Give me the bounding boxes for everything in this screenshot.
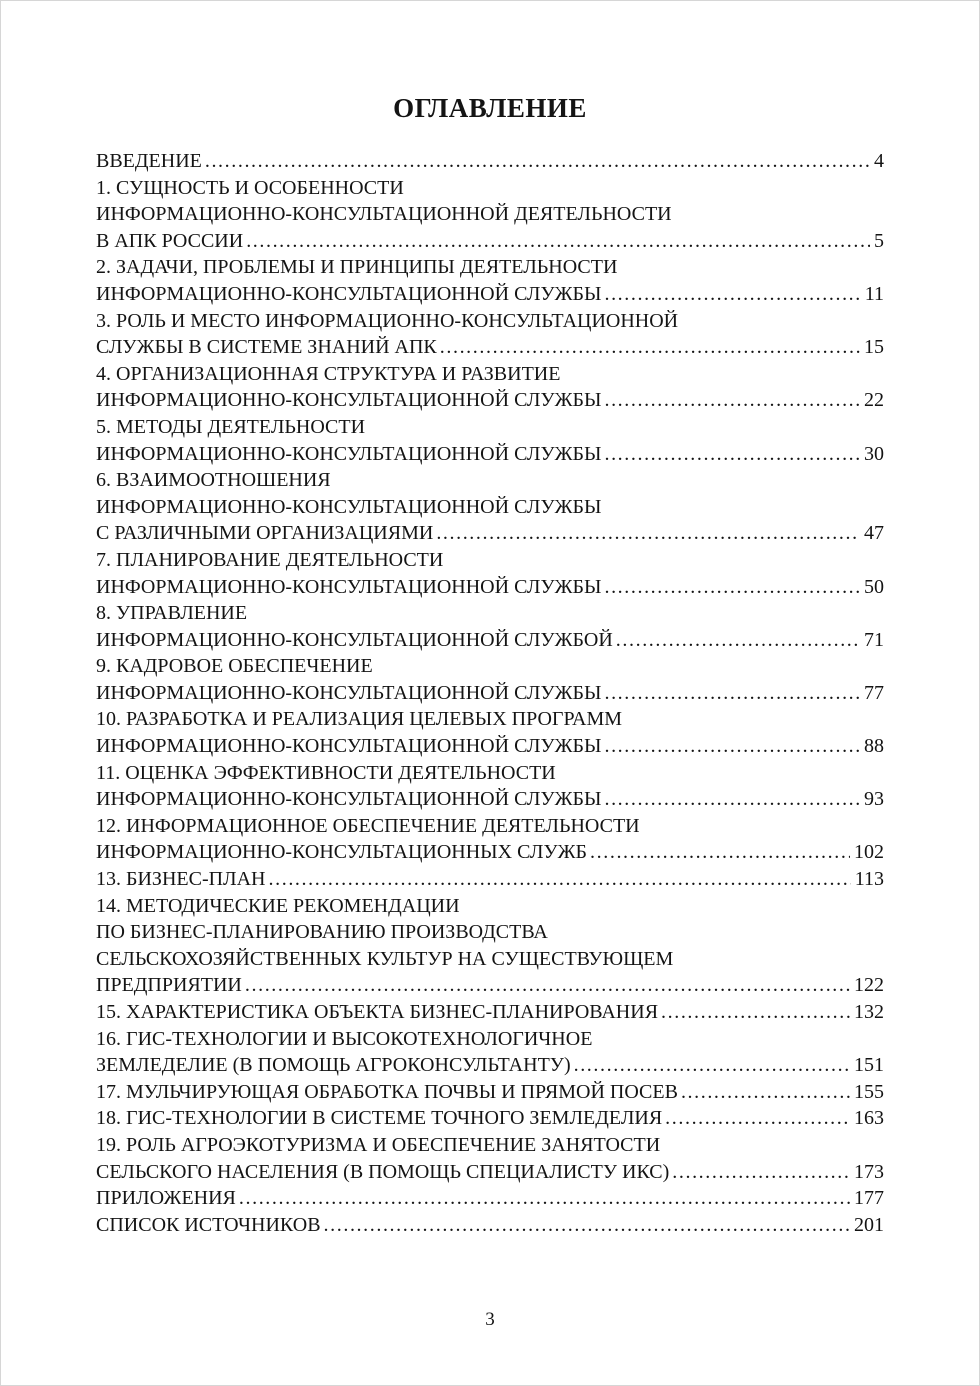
toc-entry-page: 5	[874, 229, 884, 252]
toc-entry-page: 93	[864, 788, 884, 811]
toc-entry-page: 163	[854, 1107, 884, 1130]
toc-entry	[96, 653, 884, 706]
toc-entry-text: ИНФОРМАЦИОННО-КОНСУЛЬТАЦИОННОЙ СЛУЖБЫ	[96, 389, 602, 412]
toc-entry-page: 201	[854, 1213, 884, 1236]
toc-entry-line	[96, 893, 884, 920]
toc-entry-line	[96, 839, 884, 866]
toc-entry-line	[96, 308, 884, 335]
dot-leader	[205, 148, 870, 175]
toc-entry-text: ИНФОРМАЦИОННО-КОНСУЛЬТАЦИОННОЙ СЛУЖБЫ	[96, 442, 602, 465]
toc-entry-page: 122	[854, 974, 884, 997]
toc-entry-text: 9. КАДРОВОЕ ОБЕСПЕЧЕНИЕ	[96, 655, 373, 678]
dot-leader	[239, 1185, 850, 1212]
toc-entry-line	[96, 228, 884, 255]
dot-leader	[604, 733, 860, 760]
toc-entry-line	[96, 627, 884, 654]
dot-leader	[436, 520, 860, 547]
toc-entry-line	[96, 680, 884, 707]
toc-entry-line	[96, 733, 884, 760]
dot-leader	[604, 786, 860, 813]
dot-leader	[616, 627, 860, 654]
toc-entry-line	[96, 547, 884, 574]
dot-leader	[269, 866, 851, 893]
toc-entry-text: 2. ЗАДАЧИ, ПРОБЛЕМЫ И ПРИНЦИПЫ ДЕЯТЕЛЬНОСТИ	[96, 256, 618, 279]
toc-entry-text: 11. ОЦЕНКА ЭФФЕКТИВНОСТИ ДЕЯТЕЛЬНОСТИ	[96, 761, 556, 784]
toc-entry	[96, 467, 884, 547]
dot-leader	[661, 999, 850, 1026]
toc-entry-text: ВВЕДЕНИЕ	[96, 150, 202, 172]
toc-entry-page: 177	[854, 1187, 884, 1210]
toc-entry-line	[96, 574, 884, 601]
dot-leader	[324, 1212, 850, 1239]
dot-leader	[672, 1159, 850, 1186]
toc-entry-line	[96, 175, 884, 202]
toc-entry-text: 17. МУЛЬЧИРУЮЩАЯ ОБРАБОТКА ПОЧВЫ И ПРЯМОЙ ПОСЕВ	[96, 1080, 678, 1103]
toc-entry-line	[96, 786, 884, 813]
toc-entry-text: 10. РАЗРАБОТКА И РЕАЛИЗАЦИЯ ЦЕЛЕВЫХ ПРОГРАММ	[96, 708, 623, 731]
toc-entry-line	[96, 600, 884, 627]
toc-entry-line	[96, 946, 884, 973]
dot-leader	[604, 281, 860, 308]
toc-entry-page: 4	[874, 150, 884, 172]
toc-entry-line	[96, 201, 884, 228]
toc-entry-line	[96, 1185, 884, 1212]
dot-leader	[574, 1052, 850, 1079]
toc-entry-text: С РАЗЛИЧНЫМИ ОРГАНИЗАЦИЯМИ	[96, 522, 434, 545]
toc-entry-line	[96, 441, 884, 468]
toc-entry-text: 6. ВЗАИМООТНОШЕНИЯ	[96, 469, 331, 492]
toc-entry	[96, 308, 884, 361]
dot-leader	[246, 228, 870, 255]
toc-entry-text: ИНФОРМАЦИОННО-КОНСУЛЬТАЦИОННЫХ СЛУЖБ	[96, 841, 588, 864]
toc-entry-line	[96, 467, 884, 494]
dot-leader	[665, 1105, 850, 1132]
toc-entry-page: 50	[864, 575, 884, 598]
toc-entry-line	[96, 520, 884, 547]
toc-entry-text: В АПК РОССИИ	[96, 229, 244, 252]
toc-entry-text: 4. ОРГАНИЗАЦИОННАЯ СТРУКТУРА И РАЗВИТИЕ	[96, 362, 561, 385]
toc-entry-text: ЗЕМЛЕДЕЛИЕ (В ПОМОЩЬ АГРОКОНСУЛЬТАНТУ)	[96, 1054, 571, 1077]
toc-entry	[96, 1132, 884, 1185]
toc-entry-page: 15	[864, 336, 884, 359]
toc-entry-text: СЛУЖБЫ В СИСТЕМЕ ЗНАНИЙ АПК	[96, 336, 437, 359]
toc-entry-line	[96, 148, 884, 175]
toc-entry-page: 47	[864, 522, 884, 545]
toc-entry	[96, 866, 884, 893]
toc-entry-text: ИНФОРМАЦИОННО-КОНСУЛЬТАЦИОННОЙ СЛУЖБЫ	[96, 575, 602, 598]
dot-leader	[440, 334, 860, 361]
toc-entry-page: 71	[864, 628, 884, 651]
toc-entry-text: СПИСОК ИСТОЧНИКОВ	[96, 1213, 321, 1236]
toc-entry-text: ПРЕДПРИЯТИИ	[96, 974, 242, 997]
toc-entry-text: 18. ГИС-ТЕХНОЛОГИИ В СИСТЕМЕ ТОЧНОГО ЗЕМЛЕДЕЛИЯ	[96, 1107, 663, 1130]
toc-entry-text: 5. МЕТОДЫ ДЕЯТЕЛЬНОСТИ	[96, 415, 366, 438]
toc-entry-text: ПО БИЗНЕС-ПЛАНИРОВАНИЮ ПРОИЗВОДСТВА	[96, 921, 548, 944]
toc-entry	[96, 361, 884, 414]
toc-entry-text: ИНФОРМАЦИОННО-КОНСУЛЬТАЦИОННОЙ ДЕЯТЕЛЬНОСТИ	[96, 203, 672, 226]
toc-entry	[96, 1079, 884, 1106]
toc-entry	[96, 600, 884, 653]
toc-entry-line	[96, 999, 884, 1026]
toc-entry-text: 15. ХАРАКТЕРИСТИКА ОБЪЕКТА БИЗНЕС-ПЛАНИРОВАНИЯ	[96, 1001, 659, 1023]
toc-entry-line	[96, 1159, 884, 1186]
toc-entry-text: ИНФОРМАЦИОННО-КОНСУЛЬТАЦИОННОЙ СЛУЖБЫ	[96, 735, 602, 758]
toc-entry-text: ИНФОРМАЦИОННО-КОНСУЛЬТАЦИОННОЙ СЛУЖБОЙ	[96, 628, 613, 651]
toc-entry-text: 19. РОЛЬ АГРОЭКОТУРИЗМА И ОБЕСПЕЧЕНИЕ ЗАНЯТОСТИ	[96, 1133, 661, 1156]
toc-entry	[96, 1185, 884, 1212]
toc-entry-page: 102	[854, 841, 884, 864]
toc-entry-line	[96, 1105, 884, 1132]
toc-entry-page: 88	[864, 735, 884, 758]
toc-entry-page: 155	[854, 1080, 884, 1103]
toc-entry-line	[96, 919, 884, 946]
toc-entry	[96, 254, 884, 307]
toc-entry	[96, 414, 884, 467]
toc-entry	[96, 706, 884, 759]
toc-entry	[96, 893, 884, 999]
toc-entry-text: 16. ГИС-ТЕХНОЛОГИИ И ВЫСОКОТЕХНОЛОГИЧНОЕ	[96, 1027, 593, 1050]
toc-entry-page: 11	[864, 282, 884, 305]
page-title: ОГЛАВЛЕНИЕ	[393, 93, 587, 123]
toc-entry-text: 3. РОЛЬ И МЕСТО ИНФОРМАЦИОННО-КОНСУЛЬТАЦИОННОЙ	[96, 309, 679, 332]
toc-entry	[96, 1026, 884, 1079]
toc-entry-line	[96, 1079, 884, 1106]
toc-entry-line	[96, 760, 884, 787]
toc-entry-text: 12. ИНФОРМАЦИОННОЕ ОБЕСПЕЧЕНИЕ ДЕЯТЕЛЬНОСТИ	[96, 814, 640, 837]
toc-entry-text: ИНФОРМАЦИОННО-КОНСУЛЬТАЦИОННОЙ СЛУЖБЫ	[96, 495, 602, 518]
dot-leader	[681, 1079, 850, 1106]
toc-entry	[96, 1212, 884, 1239]
toc-entry-page: 173	[854, 1160, 884, 1183]
toc-entry-text: ИНФОРМАЦИОННО-КОНСУЛЬТАЦИОННОЙ СЛУЖБЫ	[96, 681, 602, 704]
toc-entry-text: 7. ПЛАНИРОВАНИЕ ДЕЯТЕЛЬНОСТИ	[96, 548, 444, 571]
toc-entry-page: 77	[864, 681, 884, 704]
toc-entry-page: 30	[864, 442, 884, 465]
toc-entry-line	[96, 361, 884, 388]
toc-entry-page: 132	[854, 1001, 884, 1023]
dot-leader	[604, 574, 860, 601]
toc-entry	[96, 1105, 884, 1132]
toc-entry-text: СЕЛЬСКОГО НАСЕЛЕНИЯ (В ПОМОЩЬ СПЕЦИАЛИСТУ ИКС)	[96, 1160, 670, 1183]
footer-page-number: 3	[485, 1309, 495, 1330]
toc-entry	[96, 999, 884, 1026]
toc-entry-line	[96, 1212, 884, 1239]
toc-entry-page: 22	[864, 389, 884, 412]
toc-entry-line	[96, 494, 884, 521]
toc-entry-line	[96, 254, 884, 281]
toc-entry-line	[96, 1026, 884, 1053]
dot-leader	[590, 839, 850, 866]
toc-entry-line	[96, 706, 884, 733]
toc-entry-line	[96, 972, 884, 999]
toc-entry	[96, 813, 884, 866]
toc-entry-line	[96, 1132, 884, 1159]
toc-entry-line	[96, 387, 884, 414]
toc-entry-text: 13. БИЗНЕС-ПЛАН	[96, 868, 266, 891]
toc-entry-text: СЕЛЬСКОХОЗЯЙСТВЕННЫХ КУЛЬТУР НА СУЩЕСТВУЮЩЕМ	[96, 947, 674, 970]
dot-leader	[604, 387, 860, 414]
dot-leader	[245, 972, 850, 999]
toc-entry	[96, 760, 884, 813]
toc-entry-line	[96, 414, 884, 441]
toc-entry-page: 113	[854, 868, 884, 891]
toc-entry-text: ПРИЛОЖЕНИЯ	[96, 1187, 236, 1210]
toc-entry-page: 151	[854, 1054, 884, 1077]
toc-entry-text: 8. УПРАВЛЕНИЕ	[96, 602, 248, 625]
toc-entry	[96, 148, 884, 175]
toc-entry-line	[96, 281, 884, 308]
toc-entry-text: ИНФОРМАЦИОННО-КОНСУЛЬТАЦИОННОЙ СЛУЖБЫ	[96, 788, 602, 811]
toc-entry-text: ИНФОРМАЦИОННО-КОНСУЛЬТАЦИОННОЙ СЛУЖБЫ	[96, 282, 602, 305]
toc-entry	[96, 175, 884, 255]
toc-entry-line	[96, 866, 884, 893]
toc-entry-line	[96, 813, 884, 840]
dot-leader	[604, 441, 860, 468]
toc-list	[96, 148, 884, 1238]
toc-entry	[96, 547, 884, 600]
toc-entry-line	[96, 1052, 884, 1079]
toc-entry-text: 14. МЕТОДИЧЕСКИЕ РЕКОМЕНДАЦИИ	[96, 894, 460, 917]
toc-entry-line	[96, 334, 884, 361]
toc-entry-text: 1. СУЩНОСТЬ И ОСОБЕННОСТИ	[96, 176, 404, 199]
dot-leader	[604, 680, 860, 707]
toc-entry-line	[96, 653, 884, 680]
